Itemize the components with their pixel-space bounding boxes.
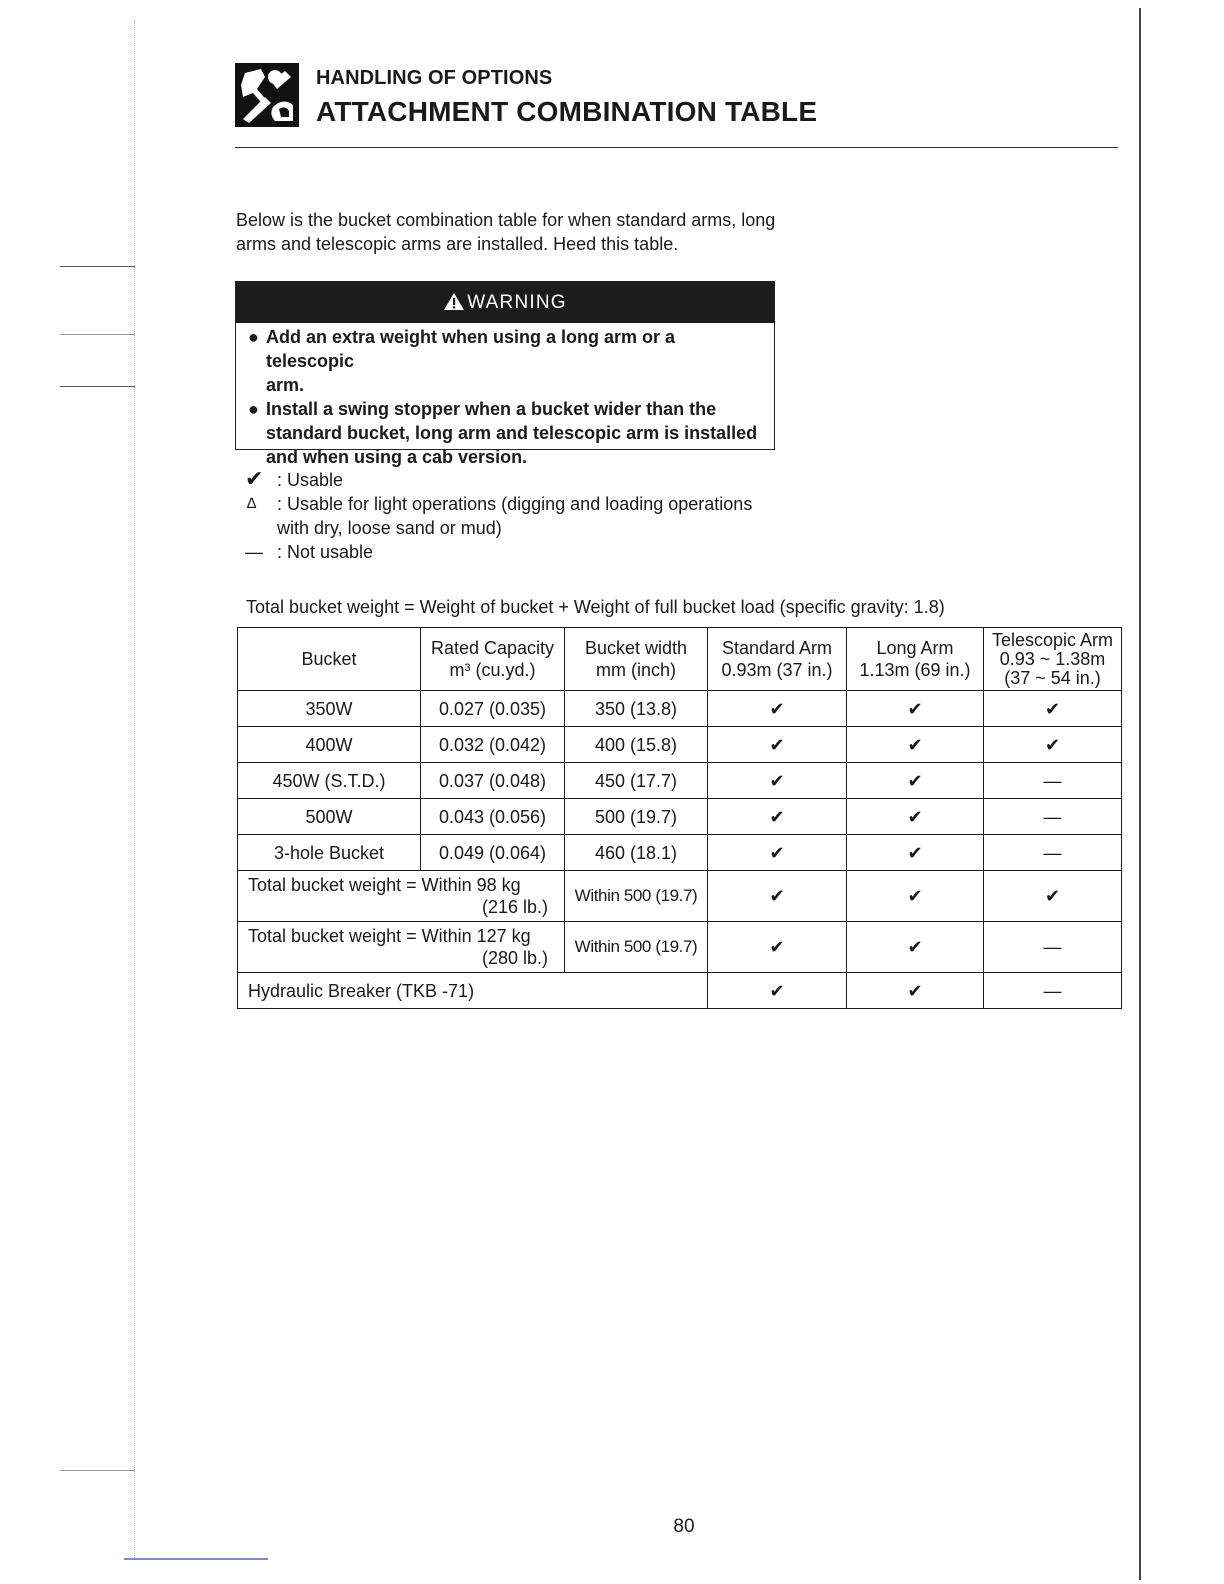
cell-bucket: 450W (S.T.D.) (238, 763, 421, 799)
cell-capacity: 0.043 (0.056) (421, 799, 565, 835)
cell-capacity: 0.032 (0.042) (421, 727, 565, 763)
scan-artifact-line (124, 1558, 268, 1560)
cell-total-weight (238, 871, 565, 922)
header-long-arm (847, 628, 984, 691)
intro-line: Below is the bucket combination table for when standard arms, long (236, 210, 776, 230)
cell-telescopic-arm: — (984, 973, 1122, 1009)
cell-capacity: 0.049 (0.064) (421, 835, 565, 871)
cell-width: Within 500 (19.7) (565, 922, 708, 973)
dash-icon: — (245, 542, 263, 562)
warning-title: WARNING (467, 292, 567, 313)
header-standard-arm (708, 628, 847, 691)
warning-line: and when using a cab version. (266, 447, 528, 467)
header-line: (37 ~ 54 in.) (1004, 667, 1101, 688)
cell-long-arm: ✔ (847, 691, 984, 727)
cell-telescopic-arm: ✔ (984, 871, 1122, 922)
header-line: 0.93m (37 in.) (721, 660, 833, 680)
table-row (238, 799, 1122, 835)
header-line: Telescopic Arm (991, 629, 1114, 650)
cell-bucket: 400W (238, 727, 421, 763)
cell-standard-arm: ✔ (708, 922, 847, 973)
header-line: 1.13m (69 in.) (859, 660, 971, 680)
cell-width: Within 500 (19.7) (565, 871, 708, 922)
cell-long-arm: ✔ (847, 835, 984, 871)
intro-paragraph (236, 208, 796, 256)
warning-title-bar (236, 282, 774, 323)
cell-telescopic-arm: — (984, 835, 1122, 871)
legend-not-usable (245, 540, 805, 564)
table-row (238, 763, 1122, 799)
check-icon: ✔ (245, 466, 264, 491)
warning-line: standard bucket, long arm and telescopic arm is installed (266, 423, 758, 443)
cell-long-arm: ✔ (847, 763, 984, 799)
cell-telescopic-arm: — (984, 799, 1122, 835)
legend-text: : Usable for light operations (digging and loading operations (277, 494, 753, 514)
table-row (238, 835, 1122, 871)
triangle-icon: ∆ (247, 495, 257, 512)
header-capacity (421, 628, 565, 691)
cell-telescopic-arm: — (984, 763, 1122, 799)
cell-width: 460 (18.1) (565, 835, 708, 871)
cell-long-arm: ✔ (847, 799, 984, 835)
binding-guide-line (134, 20, 135, 1560)
cell-width: 500 (19.7) (565, 799, 708, 835)
weight-line: (280 lb.) (481, 948, 548, 968)
cell-long-arm: ✔ (847, 922, 984, 973)
header-line: Standard Arm (721, 638, 833, 658)
warning-triangle-icon (443, 292, 465, 311)
legend-text: : Usable (277, 470, 344, 490)
cell-standard-arm: ✔ (708, 799, 847, 835)
margin-tick (60, 386, 135, 387)
header-line: Bucket width (584, 638, 688, 658)
legend-light-use (245, 492, 805, 540)
cell-standard-arm: ✔ (708, 835, 847, 871)
margin-tick (60, 266, 135, 267)
cell-standard-arm: ✔ (708, 973, 847, 1009)
legend-text: with dry, loose sand or mud) (277, 518, 502, 538)
cell-telescopic-arm: ✔ (984, 691, 1122, 727)
cell-bucket: 350W (238, 691, 421, 727)
weight-line: (216 lb.) (481, 897, 548, 917)
cell-breaker: Hydraulic Breaker (TKB -71) (238, 973, 708, 1009)
header-line: Rated Capacity (430, 638, 555, 658)
cell-standard-arm: ✔ (708, 763, 847, 799)
warning-line: Install a swing stopper when a bucket wider than the (266, 399, 717, 419)
page-edge-line (1139, 8, 1141, 1580)
bullet-icon: ● (248, 399, 259, 419)
combination-table (237, 627, 1122, 1009)
header-line: Long Arm (876, 638, 954, 658)
cell-long-arm: ✔ (847, 973, 984, 1009)
symbol-legend (245, 468, 805, 564)
wrench-hand-icon (235, 63, 299, 127)
cell-telescopic-arm: — (984, 922, 1122, 973)
page-number: 80 (673, 1516, 695, 1537)
header-divider (235, 147, 1118, 148)
cell-capacity: 0.037 (0.048) (421, 763, 565, 799)
margin-tick (60, 334, 135, 335)
warning-line: Add an extra weight when using a long arm or a telescopic (266, 327, 676, 371)
header-line: 0.93 ~ 1.38m (999, 648, 1106, 669)
cell-standard-arm: ✔ (708, 727, 847, 763)
table-header-row (238, 628, 1122, 691)
weight-line: Total bucket weight = Within 127 kg (248, 926, 531, 946)
page-title: ATTACHMENT COMBINATION TABLE (316, 96, 818, 127)
section-heading: HANDLING OF OPTIONS (316, 67, 553, 89)
header-line: mm (inch) (596, 660, 676, 680)
table-row (238, 691, 1122, 727)
weight-line: Total bucket weight = Within 98 kg (248, 875, 521, 895)
warning-line: arm. (266, 375, 305, 395)
header-width (565, 628, 708, 691)
cell-width: 350 (13.8) (565, 691, 708, 727)
warning-item (248, 397, 766, 469)
warning-item (248, 325, 766, 397)
bullet-icon: ● (248, 327, 259, 347)
cell-bucket: 500W (238, 799, 421, 835)
cell-standard-arm: ✔ (708, 691, 847, 727)
cell-bucket: 3-hole Bucket (238, 835, 421, 871)
header-bucket: Bucket (238, 628, 421, 691)
legend-usable (245, 468, 805, 492)
weight-formula: Total bucket weight = Weight of bucket + Weight of full bucket load (specific gravity: 1.8) (246, 597, 945, 617)
cell-standard-arm: ✔ (708, 871, 847, 922)
intro-line: arms and telescopic arms are installed. Heed this table. (236, 234, 679, 254)
warning-box (235, 281, 775, 467)
legend-text: : Not usable (277, 542, 374, 562)
header-line: m³ (cu.yd.) (449, 660, 536, 680)
cell-long-arm: ✔ (847, 727, 984, 763)
cell-long-arm: ✔ (847, 871, 984, 922)
table-row (238, 922, 1122, 973)
table-row (238, 871, 1122, 922)
cell-width: 400 (15.8) (565, 727, 708, 763)
table-row (238, 973, 1122, 1009)
margin-tick (60, 1470, 135, 1471)
header-telescopic-arm (984, 628, 1122, 691)
table-row (238, 727, 1122, 763)
cell-capacity: 0.027 (0.035) (421, 691, 565, 727)
cell-telescopic-arm: ✔ (984, 727, 1122, 763)
cell-width: 450 (17.7) (565, 763, 708, 799)
cell-total-weight (238, 922, 565, 973)
